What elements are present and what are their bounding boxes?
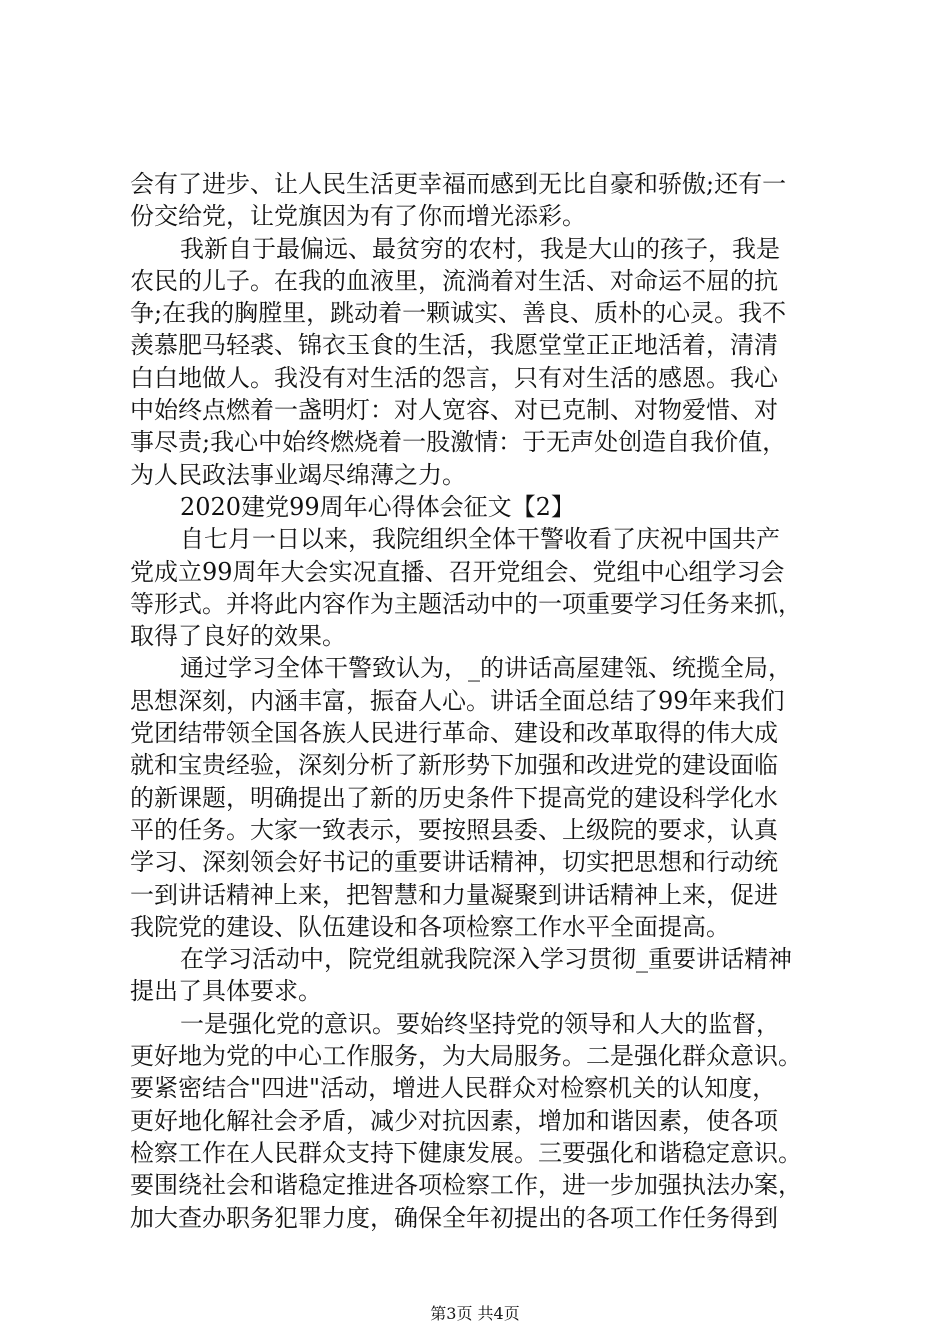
text-line: 中始终点燃着一盏明灯：对人宽容、对已克制、对物爱惜、对 <box>130 396 778 425</box>
text-line: 党成立99周年大会实况直播、召开党组会、党组中心组学习会 <box>130 557 785 586</box>
document-body <box>130 168 830 1234</box>
text-line: 争;在我的胸膛里，跳动着一颗诚实、善良、质朴的心灵。我不 <box>130 299 787 328</box>
text-line: 要紧密结合"四进"活动，增进人民群众对检察机关的认知度， <box>130 1074 777 1103</box>
page-footer: 第3页 共4页 <box>430 1304 520 1323</box>
text-line: 思想深刻，内涵丰富，振奋人心。讲话全面总结了99年来我们 <box>130 686 785 715</box>
text-line: 提出了具体要求。 <box>130 977 322 1006</box>
text-line: 我院党的建设、队伍建设和各项检察工作水平全面提高。 <box>130 912 730 941</box>
text-line: 羡慕肥马轻裘、锦衣玉食的生活，我愿堂堂正正地活着，清清 <box>130 331 778 360</box>
text-line: 要围绕社会和谐稳定推进各项检察工作，进一步加强执法办案， <box>130 1171 802 1200</box>
text-line: 加大查办职务犯罪力度，确保全年初提出的各项工作任务得到 <box>130 1203 778 1232</box>
text-line: 一是强化党的意识。要始终坚持党的领导和人大的监督， <box>180 1009 780 1038</box>
text-line: 学习、深刻领会好书记的重要讲话精神，切实把思想和行动统 <box>130 848 778 877</box>
text-line: 2020建党99周年心得体会征文【2】 <box>180 492 575 521</box>
text-line: 党团结带领全国各族人民进行革命、建设和改革取得的伟大成 <box>130 719 778 748</box>
text-line: 等形式。并将此内容作为主题活动中的一项重要学习任务来抓， <box>130 589 802 618</box>
text-line: 平的任务。大家一致表示，要按照县委、上级院的要求，认真 <box>130 815 778 844</box>
text-line: 在学习活动中，院党组就我院深入学习贯彻_重要讲话精神 <box>180 945 792 974</box>
text-line: 农民的儿子。在我的血液里，流淌着对生活、对命运不屈的抗 <box>130 266 778 295</box>
text-line: 白白地做人。我没有对生活的怨言，只有对生活的感恩。我心 <box>130 363 778 392</box>
text-line: 通过学习全体干警致认为，_的讲话高屋建瓴、统揽全局， <box>180 654 792 683</box>
text-line: 为人民政法事业竭尽绵薄之力。 <box>130 460 466 489</box>
text-line: 一到讲话精神上来，把智慧和力量凝聚到讲话精神上来，促进 <box>130 880 778 909</box>
text-line: 自七月一日以来，我院组织全体干警收看了庆祝中国共产 <box>180 525 780 554</box>
text-line: 事尽责;我心中始终燃烧着一股激情：于无声处创造自我价值， <box>130 428 787 457</box>
text-line: 取得了良好的效果。 <box>130 622 346 651</box>
text-line: 份交给党，让党旗因为有了你而增光添彩。 <box>130 202 586 231</box>
text-line: 会有了进步、让人民生活更幸福而感到无比自豪和骄傲;还有一 <box>130 170 787 198</box>
text-line: 检察工作在人民群众支持下健康发展。三要强化和谐稳定意识。 <box>130 1138 802 1167</box>
text-line: 我新自于最偏远、最贫穷的农村，我是大山的孩子，我是 <box>180 234 780 263</box>
text-line: 更好地为党的中心工作服务，为大局服务。二是强化群众意识。 <box>130 1042 802 1071</box>
text-line: 就和宝贵经验，深刻分析了新形势下加强和改进党的建设面临 <box>130 751 778 780</box>
text-line: 的新课题，明确提出了新的历史条件下提高党的建设科学化水 <box>130 783 778 812</box>
text-line: 更好地化解社会矛盾，减少对抗因素，增加和谐因素，使各项 <box>130 1106 778 1135</box>
